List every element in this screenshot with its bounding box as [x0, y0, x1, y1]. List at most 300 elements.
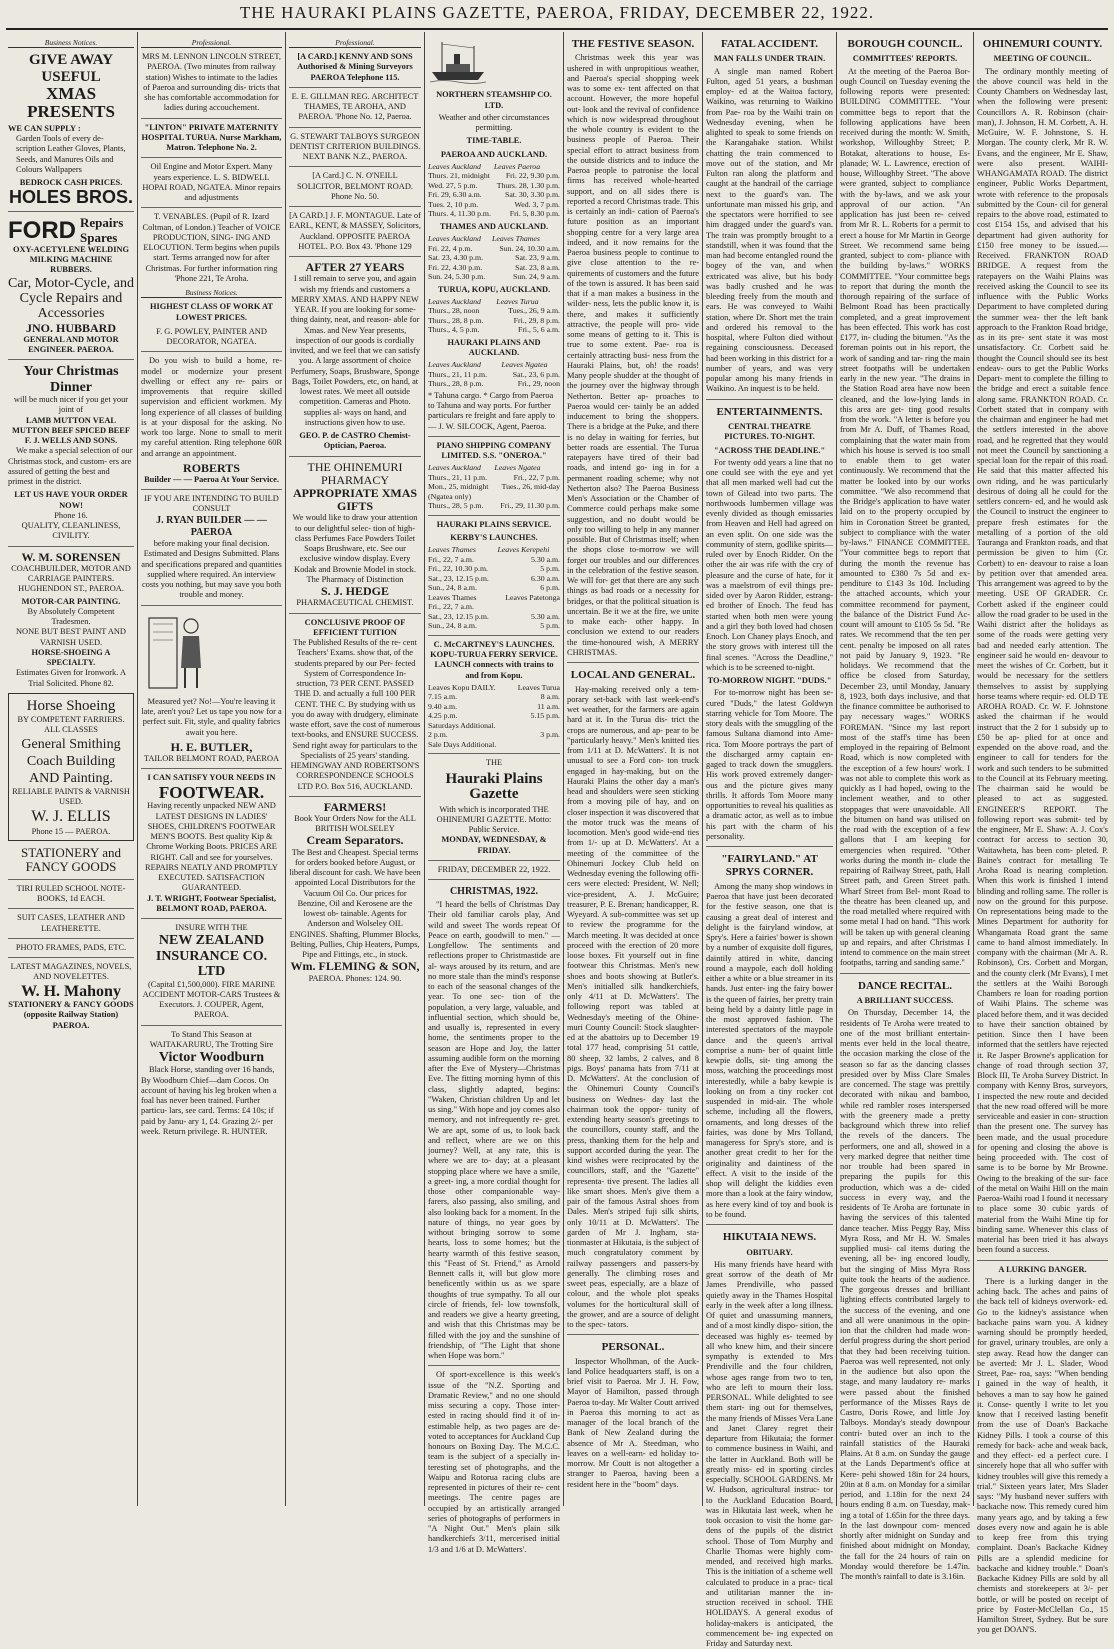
timetable-cell: Tues., 26, 9 a.m. [508, 306, 560, 316]
timetable-cell: Thurs., 4, 5 p.m. [428, 325, 480, 335]
separator [428, 436, 560, 437]
timetable-row [428, 379, 560, 389]
timetable-row [428, 253, 560, 263]
gillman-card: E. E. GILLMAN REG. ARCHITECT THAMES, TE AROHA, AND PAEROA. 'Phone No. 12, Paeroa. [291, 91, 419, 122]
timetable-row [428, 730, 560, 740]
separator [8, 879, 134, 880]
nz-insurance-ad [141, 923, 282, 1020]
timetable-cell: 5.30 a.m. [530, 554, 560, 564]
hubbard-ad [8, 216, 134, 355]
timetable-cell: 2 p.m. [428, 730, 448, 740]
castro-ad [289, 261, 421, 451]
column-divider [563, 32, 564, 1506]
section-label: Professional. [289, 38, 421, 48]
separator [8, 908, 134, 909]
timetable-header-cell: Leaves Paeroa [493, 161, 541, 171]
timetable-header-cell: Leaves Thames [428, 545, 476, 555]
montague-card: [A CARD.] J. F. MONTAGUE. Late of EARL, KENT, & MASSEY, Solicitors, Auckland. OPPOSITE PAEROA HOTEL. P.O. Box 43. 'Phone 129 [289, 211, 421, 251]
separator [428, 635, 560, 636]
masthead-rule [6, 28, 1108, 30]
gazette-days: MONDAY, WEDNESDAY, & FRIDAY. [441, 835, 547, 855]
powley-ad: F. G. POWLEY, PAINTER AND DECORATOR, NGATEA. [156, 326, 267, 347]
lennon-ad: MRS M. LENNON LINCOLN STREET, PAEROA. (Two minutes from railway station) Wishes to intimate to the ladies of Paeroa and surrounding dis- tricts that she has comfortable accommodation for ladies during accouchement. [142, 52, 281, 113]
separator [567, 1334, 699, 1335]
timetable-header-cell: Leaves Thames [492, 234, 540, 243]
timetable-row [428, 316, 560, 326]
phone-16: Phone 16. [54, 510, 88, 520]
timetable-header [428, 545, 560, 555]
separator [289, 206, 421, 207]
tahuna-note: * Tahuna cargo. * Cargo from Paeroa to Tahuna and way ports. For further particulars re freight and fare apply to— J. W. SILCOCK, Agent, Paeroa. [428, 390, 555, 431]
timetable-row [428, 263, 560, 273]
timetable-cell: Fri., 29, 8 p.m. [513, 315, 560, 325]
timetable-cell: Wed. 27, 5 p.m. [428, 180, 478, 190]
column-divider [424, 32, 425, 1506]
timetable-row [428, 621, 560, 631]
timetable-cell: Fri. 22, 4.30 p.m. [428, 262, 483, 272]
timetable-cell: Thurs. 21, midnight [428, 171, 490, 181]
timetable-cell: Fri., 5, 6 a.m. [517, 325, 560, 335]
timetable-header-cell: Leaves Ngatea [494, 463, 541, 473]
fleming-name: Wm. FLEMING & SON, [290, 959, 420, 974]
route-timetable [428, 360, 560, 389]
linton-ad: "LINTON" PRIVATE MATERNITY HOSPITAL TURUA. Nurse Markham, Matron. Telephone No. 2. [141, 122, 282, 153]
timetable-cell: Fri., 22, 10.30 p.m. [428, 564, 488, 574]
editorial-title: CHRISTMAS, 1922. [449, 886, 539, 897]
ford-repairs: Repairs Spares [80, 215, 124, 245]
festive-body: Christmas week this year was ushered in with unpropitious weather, and Paeroa's special shopping week was to some ex- tent affected on that account. However, the more hopeful out- look and the revival of confidence which is now widespread throughout the whole country is evident to the business people of Paeroa. Their special effort to attract business from the outside districts and to induce the Paeroa people to patronise the local firms has received whole-hearted support, and on all sides there is reported a record Christmas trade. This is certainly an indi- cation of Paeroa's future position as an important shopping centre for a very large area indeed, and it now remains for the Paeroa business people to continue to give close attention to the re- quirements of customers and the future of the town is assured. It has been said that if a man makes a business in the wilder- ness, lets the public know it, is there, and makes it sufficiently attractive, the people will pro- vide some means of getting to it. This is true to some extent. Pae- roa is certainly attracting busi- ness from the Hauraki Plains, but, oh! the roads! Many people shudder at the thought of the journey over the highway through Netherton. Better ap- proaches to Paeroa would cer- tainly be an added inducement to bring the shoppers. There is a bridge at the Puke, and there is no delay in waiting for ferries, but better roads are essential. The Turua ratepayers have tired of their bad roads, and intend go- ing in for a permanent roading scheme; why not Netherton also? The Paeroa Business Men's Association or the Chamber of Commerce could perhaps make some suggestion, and no doubt would be only too willing to help in any manner possible. But of Christmas itself; when the shops close to-morrow we will forget our troubles and our differences in the celebration of the festive season. We will for- get that there are any such things as bad roads or a necessity for bridges, or that the political situation is uncertain. Be it we at the fire, we unite to make each- other happy. In conclusion we extend to our readers the time-honoured wish, A MERRY CHRISTMAS. [567, 53, 699, 657]
column-3 [289, 38, 421, 1506]
sorensen-sub: COACHBUILDER, MOTOR AND CARRIAGE PAINTERS. HUGHENDON ST., PAEROA. [11, 563, 131, 594]
timetable-row [428, 244, 560, 254]
timetable-cell: 9.40 a.m. [428, 701, 458, 711]
column-divider [702, 32, 703, 1506]
special-text: We make a special selection of our Christmas stock, and custom- ers are assured of getting the best and primest in the district. [8, 446, 133, 487]
festive-title: THE FESTIVE SEASON. [571, 38, 695, 50]
route-timetable [428, 683, 560, 750]
hedge-name: S. J. HEDGE [320, 584, 389, 599]
separator [706, 846, 833, 847]
timetable-cell: 5.15 p.m. [530, 711, 560, 721]
hikutaia-title: HIKUTAIA NEWS. [722, 1231, 817, 1244]
dance-subtitle: A BRILLIANT SUCCESS. [856, 996, 954, 1006]
ryan-sub: before making your final decision. Estimated and Designs Submitted. Plans and specifications prepared and quantities supplied where required. An interview costs you nothing, but may save you both trouble and money. [141, 539, 282, 600]
general-smithing: General Smithing [21, 736, 121, 752]
oxy-welding: OXY-ACETYLENE WELDING MILKING MACHINE RUBBERS. [12, 244, 130, 275]
timetable-cell: Thurs., 21, 11 p.m. [428, 472, 488, 482]
timetable-cell [510, 740, 560, 750]
timetable-cell: Sat. 23, 4.30 p.m. [428, 253, 484, 262]
timetable-cell: Wed. 3, 7 p.m. [514, 199, 560, 209]
kerby-launches: KERBY'S LAUNCHES. [450, 533, 538, 542]
timetable-cell: Sale Days Additional. [428, 739, 497, 749]
separator [141, 918, 282, 919]
timetable-cell: (Ngatea only) [428, 491, 472, 501]
timetable-cell: 8 a.m. [540, 692, 560, 702]
cream-title: Cream Separators. [306, 833, 404, 848]
photo-text: PHOTO FRAMES, PADS, ETC. [15, 942, 127, 952]
giveaway-line: GIVE AWAY [28, 52, 114, 69]
route-title: HAURAKI PLAINS AND AUCKLAND. [447, 337, 541, 357]
wells-name: F. J. WELLS AND SONS. [24, 436, 118, 446]
motor-painting: MOTOR-CAR PAINTING. [21, 596, 121, 606]
timetable-row [428, 593, 560, 603]
fairyland-title: "FAIRYLAND." AT SPRYS CORNER. [721, 853, 818, 879]
timetable-cell: Sun. 24, 9 a.m. [513, 272, 560, 281]
car-repairs: Car, Motor-Cycle, and Cycle Repairs and Accessories [8, 275, 134, 322]
route-timetable [428, 545, 560, 631]
dateline: FRIDAY, DECEMBER 22, 1922. [437, 864, 551, 874]
lurking-title: A LURKING DANGER. [998, 1264, 1087, 1274]
after27-title: AFTER 27 YEARS [305, 260, 405, 275]
personal-body: Inspector Wholhman, of the Auck- land Police headquarters staff, is on a brief visit to Paeroa. Mr J. H. Fow, Mayor of Hamilton, passed through Paeroa to-day. Mr Walter Coutt arrived in Paeroa this morning to act as manager of the local branch of the Bank of New Zealand during the absence of Mr A. Steedman, who leaves on a well-earn- ed holiday to-morrow. Mr Coutt is not altogether a stranger to Paeroa, having been a resident here in the "boom" days. [567, 1356, 699, 1489]
separator [289, 256, 421, 257]
separator [141, 605, 282, 606]
timetable-cell: Fri. 5, 8.30 p.m. [509, 209, 560, 219]
ford-logo: FORD [8, 216, 76, 244]
separator [706, 1224, 833, 1225]
timetable-cell: Sat. 23, 8 a.m. [515, 262, 560, 272]
separator [141, 489, 282, 490]
separator [141, 118, 282, 119]
timetable-row [428, 492, 560, 502]
timetable-header-cell: Leaves Auckland [428, 360, 481, 370]
oneill-card: [A Card.] C. N. O'NEILL SOLICITOR, BELMONT ROAD. Phone No. 50. [296, 171, 413, 201]
timetable-row [428, 200, 560, 210]
supply-heading: WE CAN SUPPLY : [8, 123, 81, 133]
roberts-name: ROBERTS [183, 460, 240, 475]
committees-title: COMMITTEES' REPORTS. [852, 54, 958, 64]
column-8 [977, 38, 1108, 1635]
ellis-ad [8, 693, 134, 841]
timetable-row [428, 740, 560, 750]
nz-insurance-name: NEW ZEALAND INSURANCE CO. LTD [155, 933, 268, 980]
correspondence-ad [289, 618, 421, 792]
fleming-sub: PAEROA. Phones: 124. 90. [308, 973, 402, 983]
wright-name: J. T. WRIGHT, Footwear Specialist, BELMONT ROAD, PAEROA. [146, 893, 277, 913]
dance-body: On Thursday, December 14, the residents of Te Aroha were treated to one of the most brilliant entertain- ments ever held in the local theatre, the occasion marking the close of the season so far as the dancing classes presided over by Miss Clare Smales are concerned. The stage was prettily decorated with nikau and bamboo, while red rambler roses interspersed with the greenery made a pretty background which threw into relief the revels of the dancers. The performers, one and all, showed in a very marked degree that neither time nor trouble had been spared in preparing the pupils for this production, which was a de- cided success in every way, and the residents of Te Aroha are fortunate in having the services of this talented dance teacher. Miss Peggy Ray, Miss Myra Ross, and Mr H. W. Smales supplied musi- cal items during the evening, all be- ing encored loudly, but the singing of Miss Myra Ross quite took the hearts of the audience. The gorgeous dresses and brilliant lighting effects contributed largely to the success of the evening, and one and all were unanimous in the opin- ion that the children had made won- derful progress during the short period that they had been receiving tuition. Paeroa was well represented, not only in the audience but also upon the stage, and many laudatory re- marks were passed about the finished performance of the Misses Rays de Castro, Doris Rowe, and little Joy Talboys. Monday's steady downpour contri- buted over an inch to the rainfall statistics of the Hauraki Plains. At 8 a.m. on Sunday the gauge at the Lands Department's office at Kere- pehi showed 18in for 24 hours, 20in at 8 a.m. on Monday for a similar period, and 1.18in for the next 24 hours ending 8 a.m. on Tuesday, mak- ing a total of 1.65in for the three days. In the last downpour com- menced shortly after midnight on Sunday and finished about midnight on Monday, the fall for the 24 hours of rain on Monday would therefore be 1.47in. The month's rainfall to date is 3.16in. [840, 1008, 970, 1582]
separator [289, 87, 421, 88]
fairyland-body: Among the many shop windows in Paeroa that have just been decorated for the festive season, one that is causing a great deal of interest and delight is the fairyland window, at Spry's. Here a fairies' bower is shown by a number of exquisite doll figures, daintily attired in white, dancing round a maypole, each doll holding either a white or a blue streamer in its hands. Just enter- ing the fairy bower is the queen of fairies, her pretty train being held by a dainty little page in the most approved fashion. The interested spectators of the maypole dance and the queen's arrival comprise a num- ber of quaint little kewpie dolls, sit- ting among the moss, watching the proceedings most interestedly, while a baby kewpie is looking on from a tiny rocker cot suspended in mid-air. The whole scheme, including all the flowers, ornaments, and long dresses of the fairies, was done by Mrs Tolland, manageress for Spry's store, and is another great credit to her for the originality and daintiness of the effect. A visit to the inside of the shop will delight the kiddies even more than a look at the fairy window, as here every kind of toy and book is to be found. [706, 881, 833, 1219]
timetable-header [428, 463, 560, 473]
county-body: The ordinary monthly meeting of the above council was held in the County Chambers on Wednesday last, when the following were present: Councillors A. R. Robinson (chair- man), J. Johnson, H. M. Corbett, A. H. McGuire, W. F. Johnstone, S. H. Morgan. The county clerk, Mr R. W. Evans, and the engineer, Mr E. Shaw, were also present. WAIHI-WHANGAMATA ROAD. The district engineer, Public Works Department, wrote with reference to the proposals submitted by the Coun- cil for general repairs to the above road, estimated to cost £154 15s, and advised that his department had given authority for £150 free money to be issued.—Received. FRANKTON ROAD BRIDGE. A request from the ratepayers on the Waihi Plains was received asking the Council to see its influence with the Public Works Department to have completed during the summer wea- ther the left bank approach to the Frankton Road bridge, as in its pre- sent state it was most unsatisfactory. Cr. Corbett said he thought the Council should see its best endeav- ours to get the Public Works Depart- ment to complete the filling to the bridge and erect a suitable fence along same. FRANKTON ROAD. Cr. Corbett stated that in company with the chairman and engineer he had met the settlers interested in the above road, and he regretted that they would not meet the Council by sanctioning a special loan for the repair of this road. He said that this matter affected his own riding, and he was particularly desirous of doing all he could for the settlers concern- ed, and he would ask the Council to instruct the engineer to prepare fresh estimates for the metalling of a portion of the old Tauranga and Frankton roads, and that permission be given to him (Cr. Corbett) to en- deavour to raise a loan by petition over that amended area. This arrangement was agreed to by the meeting. USE OF GRADER. Cr. Corbett asked if the engineer could allow the road grader to be used in the Waihi district after the holidays as some of the roads were getting very bad and needed early attention. The engineer said he would en- deavour to meet the wishes of Cr. Corbett, but it would be necessary for the settlers themselves to assist by supplying horse teams where requir- ed. OLD TE AROHA ROAD. Cr. W. F. Johnstone asked the chairman if he would instruct that the 2 for 1 subsidy up to £50 be ap- plied for at once and expended on the above road, and the engineer to call for tenders for the work and such tenders to be submitted to the Council at its February meeting. The chairman said he would be pleased to act as suggested. ENGINEER'S REPORT. The following report was submit- ted by the engineer, Mr E. Shaw: A. J. Cox's contract for access to section 30, Waitawheta, has been com- pleted. P. Baine's contract for metalling Te Aroha Road is nearing completion. When this work is finished I intend blinding and rolling same. The roller is now on the ground for this purpose. On representations being made to the Mines Department for authority for Whangamata Road grant the same came to hand almost immediately. In company with the chairman (Mr A. R. Robinson), Crs. Corbett and Morgan, and the county clerk (Mr Evans), I met the settlers at the Waihi Borough Chambers re loan for roading portion of Waihi Plains. The scheme was placed before them, and it was decided to have their sanction obtained by petition. Since then I have been informed that the settlers have rejected it. Re Jasper Browne's application for change of road through section 37, Block III, Te Aroha Survey District. In company with Kenny Bros, surveyors, I inspected the new route and decided that the new road offered will be more serviceable and easier in con- struction than the present one. The survey has been made, and the usual procedure for opening and closing the above is being proceeded with. The cost of same is to be borne by Mr Browne. Owing to the breaking of the sur- face of the metal on Waihi Hill on the main Paeroa-Waihi road I found it necessary to place some 30 cubic yards of material from the Waihi Mine tip for binding same. Whenever this class of material has been tried it has always been found a success. [977, 66, 1108, 1255]
ellis-name: W. J. ELLIS [31, 808, 111, 826]
timetable-cell: Thurs., 28, noon [428, 306, 480, 316]
timetable-cell: Fri., 22, 7 a.m. [428, 602, 474, 612]
timetable-header-cell: Leaves Ngatea [501, 360, 548, 370]
timetable-row [428, 574, 560, 584]
timetable-cell: Leaves Kopu DAILY. [428, 682, 496, 692]
separator [141, 157, 282, 158]
timetable-cell: Tues. 2, 10 p.m. [428, 199, 479, 209]
timetable-cell: Fri., 29, noon [517, 379, 560, 389]
separator [141, 1025, 282, 1026]
timetable-row [428, 190, 560, 200]
section-label: Business Notices. [141, 288, 282, 298]
footwear-intro: I CAN SATISFY YOUR NEEDS IN [147, 773, 276, 783]
footwear-body: Having recently unpacked NEW AND LATEST DESIGNS IN LADIES' SHOES, CHILDREN'S FOOTWEAR MEN'S BOOTS. Best quality Kip & Chrome Working Boots. PRICES ARE RIGHT. Call and see for yourselves. REPAIRS NEATLY AND PROMPTLY EXECUTED. SATISFACTION GUARANTEED. [145, 801, 278, 893]
gazette-nameplate: Hauraki Plains Gazette [445, 770, 543, 802]
timetable-cell: Sat. 23, 9 a.m. [515, 253, 560, 262]
central-theatre: CENTRAL THEATRE PICTURES. TO-NIGHT. [724, 422, 815, 442]
timetable-cell: Thurs. 28, 1.30 p.m. [496, 180, 560, 190]
timetable-header [428, 162, 560, 172]
wells-ad [8, 364, 134, 541]
timetable-header [428, 360, 560, 370]
column-6 [706, 38, 834, 1649]
timetable-cell: Fri., 29, 11.30 p.m. [500, 501, 560, 511]
local-title: LOCAL AND GENERAL. [570, 669, 696, 682]
timetable-cell: Saturdays Additional. [428, 720, 496, 730]
mahony-ad [8, 846, 134, 1031]
entertainments-title: ENTERTAINMENTS. [716, 405, 823, 418]
timetable-row [428, 209, 560, 219]
separator [141, 768, 282, 769]
timetable-cell: Fri. 22, 4 p.m. [428, 243, 473, 253]
sorensen-ad [8, 551, 134, 689]
supply-items: Garden Tools of every de- scription Leather Gloves, Plants, Seeds, and Manures Oils and Colours Wallpapers [16, 134, 126, 174]
timetable-row [428, 325, 560, 335]
route-timetable [428, 297, 560, 335]
timetable-header-cell: Leaves Auckland [428, 296, 481, 306]
column-divider [836, 32, 837, 1506]
footwear-title: FOOTWEAR. [158, 782, 265, 802]
timetable-row [428, 306, 560, 316]
coach-building: Coach Building AND Painting. [26, 753, 116, 786]
timetable-cell: Fri. 22, 9.30 p.m. [505, 171, 560, 181]
editorial-body: "I heard the bells of Christmas Day Their old familiar carols play, And wild and sweet The words repeat Of Peace on earth, goodwill to men." —Longfellow. The sentiments and reflections proper to Christmastide are al- ways aroused by its return, and are no more stale than the mind's response to each of the seasonal changes of the year. To one sec- tion of the population, a very large, valuable, and influential section, which should be, and usually is, represented in every home, the sentiments proper to the season are Hope and Joy, the latter assuming audible form on the morning after the Eve of Mystery—Christmas Eve. The fitting morning hymn of this class, slightly adapted, begins: "Waken, Christian children Up and let us sing." With hope and joy comes also memory, and not infrequently re- gret. We are apt, some of us, to look back and reflect, where are we on this journey? Well, at any rate, this is where we are to- day; at a pleasant stopping place where we have a smile, a greet- ing, a more cordial thought for those other companionable way- farers, also passing, also smiling, and also looking back for a moment. In the nature of things, no year goes by without bringing sorrow to some hearts, loss to some homes; but the hearty warmth of this festive season, this "Feast of St. Friend," as Arnold Bennett calls it, will but glow more beneficently within us as we spare thoughts of true sympathy. To all our circle of friends, fel- low townsfolk, and readers we give a hearty greeting, and wish that this Christmas may be filled with the joy and the sunshine of friendship, of "The Light that shone when Hope was born." [428, 900, 560, 1361]
separator [8, 938, 134, 939]
fleming-ad [289, 801, 421, 984]
tailor-figure-icon [141, 612, 211, 692]
holes-bros: HOLES BROS. [8, 187, 133, 208]
separator [428, 860, 560, 861]
ryan-name: J. RYAN BUILDER — — PAEROA [156, 514, 267, 538]
paint-text: NONE BUT BEST PAINT AND VARNISH USED. [16, 627, 126, 647]
timetable-cell: Thurs., 28, 5 p.m. [428, 501, 484, 511]
column-divider [137, 32, 138, 1506]
timetable-cell: Mon., 25, midnight [428, 482, 489, 492]
timetable-cell: Leaves Thames [428, 592, 477, 602]
butler-name: H. E. BUTLER, [170, 739, 253, 754]
timetable-cell: Fri. 29, 6.30 a.m. [428, 190, 482, 200]
plains-service: HAURAKI PLAINS SERVICE. [436, 519, 552, 529]
gifts-body: We would like to draw your attention to our delightful selec- tion of high-class Perfumes Face Powders Toilet Soaps Brushware, etc. See our exclusive window display. Every Kodak and Brownie Model in stock. The Pharmacy of Distinction [292, 513, 418, 584]
separator [428, 1365, 560, 1366]
masthead: THE HAURAKI PLAINS GAZETTE, PAEROA, FRIDAY, DECEMBER 22, 1922. [239, 3, 875, 22]
build-text: Do you wish to build a home, re- model or modernize your present dwelling or effect any re- pairs or improvements that require skilled supervision and efficient workmen. My long experience of all classes of building is at your disposal for the asking. No work too large. None to small to merit my careful attention. Ring telephone 60R and arrange an appointment. [141, 356, 282, 458]
personal-title: PERSONAL. [601, 1341, 665, 1354]
butler-ad [141, 741, 282, 764]
separator [289, 613, 421, 614]
hedge-sub: PHARMACEUTICAL CHEMIST. [296, 598, 414, 608]
separator [289, 127, 421, 128]
timetable-cell: 6.30 a.m. [530, 573, 560, 583]
timetable-cell [510, 721, 560, 731]
estimates-text: Estimates Given for Ironwork. A Trial Solicited. Phone 82. [15, 668, 126, 688]
timetable-cell [497, 602, 560, 612]
giveaway-line: USEFUL [41, 68, 101, 85]
separator [141, 351, 282, 352]
farmers-title: FARMERS! [323, 799, 387, 814]
timetable-row [428, 501, 560, 511]
mahony-sub: STATIONERY & FANCY GOODS (opposite Railway Station) PAEROA. [8, 1000, 134, 1030]
route-title: THAMES AND AUCKLAND. [439, 221, 549, 231]
route-timetable [428, 463, 560, 511]
timetable-cell: 5.30 a.m. [530, 611, 560, 621]
timetable-cell: 5 p.m. [540, 564, 560, 574]
gazette-the: THE [485, 758, 503, 768]
section-label: Professional. [141, 38, 282, 48]
separator [8, 359, 134, 360]
timetable-row [428, 721, 560, 731]
separator [977, 1260, 1108, 1261]
venables-ad: T. VENABLES. (Pupil of R. Izard Coltman, of London.) Teacher of VOICE PRODUCTION, SING- ING AND ELOCUTION. Term begins when pupils start. Terms arranged now for after Christmas. For further information ring 'Phone 221, Te Aroha. [142, 212, 281, 283]
victor-name: Victor Woodburn [158, 1050, 265, 1066]
proof-body: The Published Results of the re- cent Teachers' Exams. show that, of the students prepared by our Per- fected System of Correspondence In- struction, 73 PER CENT. PASSED THE D. and actually a full 100 PER CENT. THE C. By studying with us you do away with drudgery, eliminate waste effort, save the cost of numerous text-books, and ENSURE SUCCESS. Send right away for particulars to the Specialists of 25 years' standing. HEMINGWAY AND ROBERTSON'S CORRESPONDENCE SCHOOLS LTD P.O. Box 516, AUCKLAND. [289, 638, 421, 791]
borough-title: BOROUGH COUNCIL. [847, 38, 963, 50]
timetable-cell: Sun. 24, 5.30 p.m. [428, 272, 486, 281]
meeting-title: MEETING OF COUNCIL. [993, 54, 1092, 64]
lurking-body: There is a lurking danger in the aching back. The aches and pains of the back tell of kidneys overwork- ed. Go to the kidney's assistance when backache pains warn you. A kidney warning should be promptly heeded, for gravel, urinary troubles, are only a step away. Read how the danger can be averted: Mr J. L. Slader, Wood Street, Pae- roa, says: "When bending I gained in the way of health, it behoves a man to say how he gained it. Conse- quently I write to let you know that I received lasting benefit from the use of Doan's Backache Kidney Pills. I took a course of this remedy for back- ache and weak back, and they effect- ed a perfect cure. I sincerely hope that all who suffer with kidney troubles will give this remedy a trial." Sixteen years later, Mrs Slader says: "My husband never suffers with backache now. This remedy cured him many years ago, and by taking a few doses every now and again he is able to keep free from this trying complaint. Doan's Backache Kidney Pills are a splendid medicine for backache and kidney trouble." Doan's Backache Kidney Pills are sold by all chemists and storekeepers at 3/- per bottle, or will be posted on receipt of price by Foster-McClellan Co., 15 Hamilton Street, Sydney. But be sure you get DOAN'S. [977, 1276, 1108, 1635]
fatal-body: A single man named Robert Fulton, aged 51 years, a bushman employ- ed at the Waitoa factory, Waikino, was returning to Waikino from Pae- roa by the Waihi train on Wednesday evening, when he alighted to speak to some friends on the Karangahake station. Whilst chatting the train commenced to move out of the station, and Mr Fulton ran along the platform and caught at the handrail of the carriage next to the guard's van. The unfortunate man missed his grip, and the spectators were horrified to see him dragged under the guard's van. The train was promptly brought to a standstill, when it was found that the man had become entangled round the bogey of the van, and when extricated was alive, but his body was badly crushed and he was bleeding freely from the mouth and ears. He was conveyed to Waihi station, where Dr. Short met the train and ordered his removal to the hospital, where Fulton died without regaining consciousness. Deceased had been working in this district for a number of years, and was very popular among his many friends in Waikino. An inquest is to be held. [706, 66, 833, 394]
separator [289, 166, 421, 167]
column-1 [8, 38, 134, 1506]
timetable-cell: Thurs., 28, 8 p.m. [428, 315, 484, 325]
steamship-icon [428, 38, 488, 84]
timetable-row [428, 171, 560, 181]
separator [428, 879, 560, 880]
timetable-header [428, 234, 560, 244]
column-2 [141, 38, 282, 1506]
timetable-header [428, 297, 560, 307]
mccartney-launches: C. McCARTNEY'S LAUNCHES. KOPU-TURUA FERRY SERVICE. LAUNCH connects with trains to and from Kopu. [430, 639, 558, 680]
duds-body: For to-morrow night has been se- cured "Duds," the latest Goldwyn starring vehicle for Tom Moore. The story deals with the smuggling of the famous Sultana diamond into Ame- rica. Tom Moore portrays the part of the discharged army captain en- gaged to track down the smugglers. His work proved extremely danger- ous and the picture gives many thrills. It affords Tom Moore many opportunities to reveal his qualities as a dramatic actor, as well as to imbue his part with the charm of his personality. [706, 688, 833, 841]
timetable-row [428, 473, 560, 483]
separator [8, 546, 134, 547]
measured-text: Measured yet? No!—You're leaving it late, aren't you? Let us tape you now for a perfect suit. Fit, style, and quality fabrics await you here. [141, 696, 282, 737]
hikutaia-body: His many friends have heard with great sorrow of the death of Mr James Prendiville, who passed quietly away in the Thames Hospital early in the week after a long illness. Of quiet and unassuming manners, and of a most kindly dispo- sition, the deceased was highly es- teemed by all who knew him, and their sincere sympathy is extended to Mrs Prendiville and the four children, whose ages range from two to ten, who are left to mourn their loss. PERSONAL. While delighted to see them start- ing out for themselves, the many friends of Misses Vera Lane and Janet Clarey regret their departure from Hikutaia; the former to commence business in Waihi, and the latter in Auckland. Both will be greatly miss- ed in sporting circles especially. SCHOOL GARDENS. Mr W. Hudson, agricultural instruc- tor to the Auckland Education Board, was in Hikutaia last week, when he took occasion to visit the home gar- dens of the pupils of the district school. Those of Tom Murphy and Charlie Thomas were highly com- mended, and received high marks. This is the initiation of a scheme well calculated to produce in a prac- tical and utilitarian manner the in- struction received in school. THE HOLIDAYS. A general exodus of holiday-makers is anticipated, the commencement be- ing expected on Friday and Saturday next. [706, 1259, 834, 1649]
timetable-cell: Sat. 30, 3.30 p.m. [504, 190, 560, 200]
timetable-header-cell: Leaves Auckland [428, 463, 481, 473]
proof-title: CONCLUSIVE PROOF OF EFFICIENT TUITION [304, 617, 406, 637]
route-timetable [428, 162, 560, 219]
timetable-cell: Sun., 24, 8 a.m. [428, 583, 477, 593]
separator [567, 662, 699, 663]
timetable-cell: Sat., 23, 12.15 p.m. [428, 611, 489, 621]
obituary-title: OBITUARY. [746, 1247, 793, 1257]
section-label: Business Notices. [8, 38, 134, 48]
timetable-row [428, 683, 560, 693]
route-title: TURUA, KOPU, AUCKLAND. [437, 284, 551, 294]
timetable-row [428, 482, 560, 492]
dance-title: DANCE RECITAL. [858, 979, 952, 992]
farmers-body: Book Your Orders Now for the ALL BRITISH WOLSELEY [294, 813, 416, 834]
timetable-cell: 11 a.m. [537, 701, 560, 711]
cream-body: The Best and Cheapest. Special terms for orders booked before August, or liberal discount for cash. We have been appointed Local Distributors for the Vacuum Oil Co. Our prices for Benzine, Oil and Kerosene are the lowest ob- tainable. Agents for Anderson and Wolseley OIL ENGINES. Shafting, Plummer Blocks, Belting, Pullies, Chip Heaters, Pumps, Pipe and Fittings, etc., in stock. [289, 847, 421, 960]
nz-insurance-sub: (Capital £1,500,000). FIRE MARINE ACCIDENT MOTOR-CARS Trustees & Executors. J. COUPER, Agent, PAEROA. [142, 979, 281, 1020]
timetable-row [428, 583, 560, 593]
timetable-cell: Sun., 24, 8 a.m. [428, 621, 477, 631]
timetable-row [428, 711, 560, 721]
duds-title: TO-MORROW NIGHT. "DUDS." [707, 676, 832, 686]
timetable-cell: Fri., 22, 7 p.m. [513, 472, 560, 482]
gazette-sub: With which is incorporated THE OHINEMURI GAZETTE. Motto: Public Service. [436, 804, 552, 834]
ohinemuri-pharmacy: THE OHINEMURI PHARMACY [307, 459, 403, 487]
ryan-intro: IF YOU ARE INTENDING TO BUILD CONSULT [144, 494, 279, 514]
local-body: Hay-making received only a tem- porary set-back with last week-end's wet weather, for the farmers are again hard at it. In the Turua dis- trict the crops are numerous, and ap- pear to be "particularly heavy." Men's knitted ties from 1/11 at D. McWatters'. It is not unusual to see a Ford con- ton truck engaged in hay-making, but on the Hauraki Plains the other day a man's head and shoulders were seen sticking from a moving pile of hay, and on closer inspection it was discovered that the motor truck was the means of locomotion. Men's good wide-end ties from 1/- up at D. McWatters'. At a meeting of the committee of the Ohinemuri Jockey Club held on Wednesday evening the following offi- cers were elected: President, W. Nell; vice-president, A. J. McGuire; treasurer, P. E. Brenan; handicapper, R. Wyeyard. A sub-committee was set up to review the programme for the March meeting. It was decided at once proceed with the erection of 20 more loose boxes. Fit yourself out in fine footwear this Christmas. Men's new shoes and boots showing at Butler's. Men's initialled silk handkerchiefs, only 4/11 at D. McWatters'. The following report was tabled at Wednesday's meeting of the Ohine- muri County Council: Stock slaughter- ed at the abattoirs up to December 19 total 177 head, comprising 51 cattle, 80 sheep, 32 lambs, 2 calves, and 8 pigs. Boys' panama hats from 7/11 at D. McWatters'. At the conclusion of the Ohinemuri County Council's business on Wednes- day last the chairman took the oppor- tunity of extending hearty season's greetings to the councillors, county staff, and the press, thanking them for the help and support accorded during the year. The kind wishes were reciprocated by the councillors, staff, and the "Gazette" representa- tive present. The ladies all like smart shoes. Men's give them a pair of the famous Astral shoes from Dales. Men's striped fuji silk shirts, only 10/11 at D. McWatters'. The garden of Mr J. Ingham, sta- tionmaster at Hikutaia, is the subject of much congratulatory comment by railway passengers and passers-by generally. The climbing roses and sweet peas, especially, are a blaze of colour, and the whole plot speaks volumes for the horticultural skill of the grower, and are a source of delight to the spec- tators. [567, 684, 699, 1330]
separator [428, 515, 560, 516]
wright-ad [141, 773, 282, 914]
mahony-name: W. H. Mahony [21, 982, 121, 1000]
insure-with: INSURE WITH THE [175, 923, 248, 933]
ellis-phone: Phone 15 — PAEROA. [31, 826, 111, 836]
timetable-row [428, 272, 560, 282]
timetable-row [428, 602, 560, 612]
timetable-cell [494, 492, 560, 502]
stand-text: To Stand This Season at WAITAKARURU, The Trotting Sire [149, 1029, 274, 1049]
separator [8, 211, 134, 212]
separator [289, 456, 421, 457]
hubbard-name: JNO. HUBBARD [25, 320, 116, 335]
dinner-sub: will be much nicer if you get your joint of [13, 395, 129, 415]
column-7 [840, 38, 970, 1582]
ryan-ad [141, 494, 282, 600]
deadline-body: For twenty odd years a line that no one could see with the eye and yet that all men marked well had cut the town of Gilead into two parts. The northwoods lumbermen village was evenly divided as though emissaries from Heaven and Hell had agreed on an even split. On one side was the community of stern, godlike spirits—ruled over by Enoch Ridder. On the other the air was rife with the cry of pleasure and the curse of hate, for it was a maelstrom of evil things pre- sided over by Aaron Ridder, estrang- ed brother of Enoch. The feud has started when both men were young and a girl they both loved had chosen Enoch. Lon Chaney plays Enoch, and the story grows with interest till the final scenes. "Across the Deadline," which is to be screened to-night. [706, 457, 833, 672]
timetable-cell: Fri., 22, 7 a.m. [428, 554, 474, 564]
timetable-cell: Tues., 26, mid-day [501, 482, 560, 492]
separator [706, 399, 833, 400]
timetable-header-cell: Leaves Auckland [428, 234, 481, 243]
highest-class: HIGHEST CLASS OF WORK AT LOWEST PRICES. [149, 302, 274, 322]
after27-body: I still remain to serve you, and again wish my friends and customers a MERRY XMAS. AND HAPPY NEW YEAR. If you are looking for some- thing dainty, neat, and reason- able for Xmas. and New Year presents, inspection of our goods is cordially invited, and we feel that we can satisfy you. A large assortment of choice Perfumery, Soaps, Brushware, Sponge Bags, Toilet Powders, etc, on hand, at lowest rates. We meet all outside competition. Cameras and Photo. supplies al- ways on hand, and instructions given how to use. [289, 274, 421, 427]
hedge-ad [289, 461, 421, 609]
tiri-text: TIRI RULED SCHOOL NOTE- BOOKS, 1d EACH. [16, 883, 126, 904]
magazines-text: LATEST MAGAZINES, NOVELS, AND NOVELETTES. [10, 962, 132, 982]
separator [289, 796, 421, 797]
timetable-cell: Leaves Turua [517, 682, 560, 692]
timetable-cell: Leaves Patetonga [505, 592, 560, 602]
separator [840, 973, 970, 974]
roberts-ad [141, 462, 282, 485]
separator [428, 753, 560, 754]
separator [141, 207, 282, 208]
timetable-cell: 3 p.m. [540, 730, 560, 740]
route-timetable [428, 234, 560, 282]
timetable-row [428, 692, 560, 702]
timetable-cell: 4.25 p.m. [428, 711, 458, 721]
fatal-title: FATAL ACCIDENT. [721, 38, 818, 50]
column-5 [567, 38, 699, 1506]
timetable-header-cell: Leaves Auckland [428, 161, 481, 171]
column-4 [428, 38, 560, 1554]
holes-ad [8, 52, 134, 207]
dinner-title: Your Christmas Dinner [23, 364, 119, 395]
reliable-paints: RELIABLE PAINTS & VARNISH USED. [12, 786, 130, 807]
county-title: OHINEMURI COUNTY. [982, 38, 1103, 50]
xmas-gifts: APPROPRIATE XMAS GIFTS [292, 485, 418, 514]
horseshoeing-specialty: HORSE-SHOEING A SPECIALTY. [31, 647, 111, 668]
hs-all: ALL CLASSES [44, 725, 98, 735]
competent-text: By Absolutely Competent Tradesmen. [27, 606, 115, 627]
timetable-row [428, 555, 560, 565]
meat-list: LAMB MUTTON VEAL MUTTON BEEF SPICED BEEF [12, 415, 130, 435]
route-title: PAEROA AND AUCKLAND. [440, 149, 548, 159]
timetable-cell: Thurs., 21, 11 p.m. [428, 369, 488, 379]
kenny-card: [A CARD.] KENNY AND SONS Authorised & Mining Surveyors PAEROA Telephone 115. [297, 52, 413, 82]
steamship-sub: Weather and other circumstances permitting. [438, 112, 550, 132]
timetable-row [428, 564, 560, 574]
